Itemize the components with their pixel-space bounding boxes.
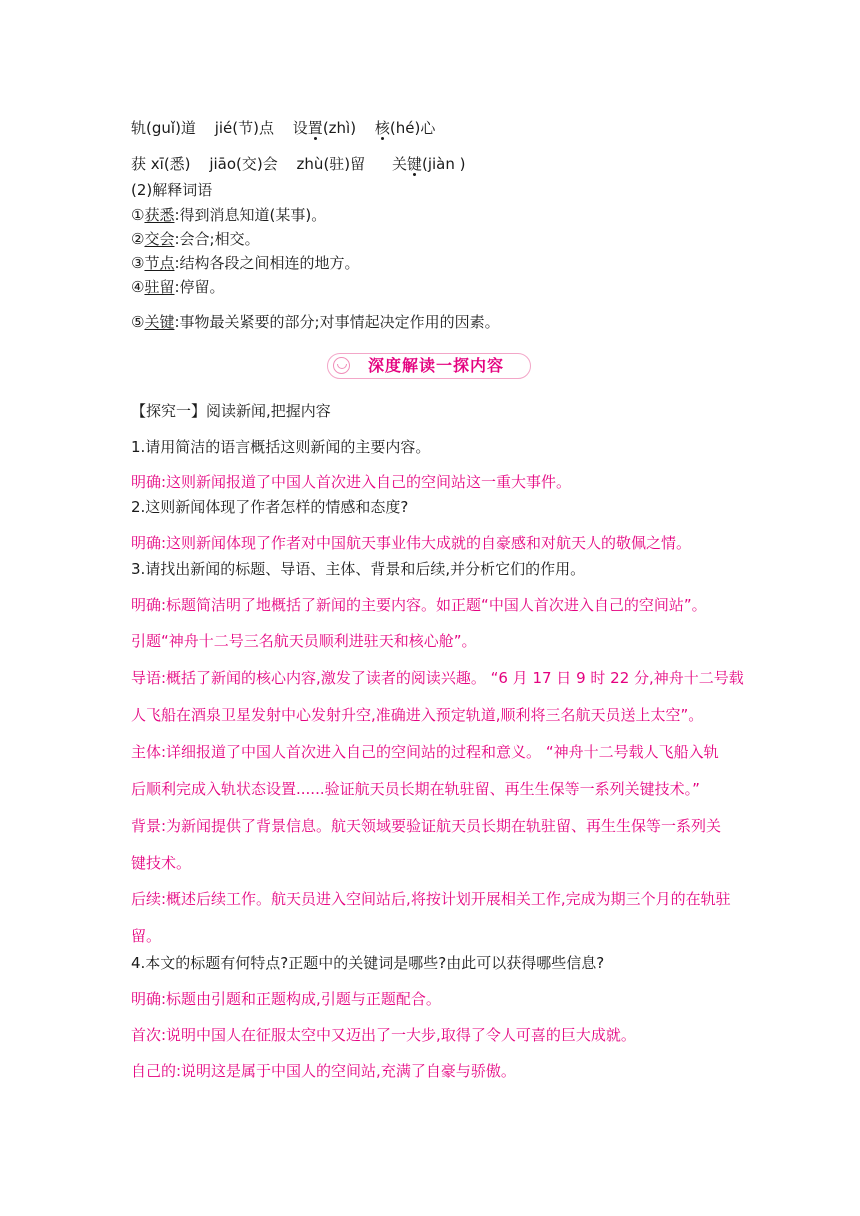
explain-item: ④驻留:停留。 <box>131 278 225 296</box>
pinyin-item: 轨(guǐ)道 <box>131 119 196 137</box>
explain-item: ⑤关键:事物最关紧要的部分;对事情起决定作用的因素。 <box>131 313 500 331</box>
pinyin-item: 核(hé)心 <box>374 119 436 137</box>
answer: 明确:标题由引题和正题构成,引题与正题配合。 <box>131 990 441 1008</box>
answer: 明确:标题简洁明了地概括了新闻的主要内容。如正题“中国人首次进入自己的空间站”。 <box>131 596 707 614</box>
pinyin-item: jié(节)点 <box>214 119 274 137</box>
section-banner <box>327 353 531 379</box>
answer: 人飞船在酒泉卫星发射中心发射升空,准确进入预定轨道,顺利将三名航天员送上太空”。 <box>131 706 704 724</box>
question: 1.请用简洁的语言概括这则新闻的主要内容。 <box>131 438 431 456</box>
answer: 首次:说明中国人在征服太空中又迈出了一大步,取得了令人可喜的巨大成就。 <box>131 1026 636 1044</box>
answer: 后续:概述后续工作。航天员进入空间站后,将按计划开展相关工作,完成为期三个月的在轨驻 <box>131 890 731 908</box>
answer: 主体:详细报道了中国人首次进入自己的空间站的过程和意义。 “神舟十二号载人飞船入轨 <box>131 743 719 761</box>
answer: 后顺利完成入轨状态设置......验证航天员长期在轨驻留、再生生保等一系列关键技术。” <box>131 780 700 798</box>
explain-term: 关键 <box>144 313 175 331</box>
question: 4.本文的标题有何特点?正题中的关键词是哪些?由此可以获得哪些信息? <box>131 954 605 972</box>
banner-title: 深度解读一探内容 <box>368 356 505 375</box>
hand-icon <box>333 357 350 374</box>
section-title: 【探究一】阅读新闻,把握内容 <box>131 402 331 420</box>
pinyin-item: jiāo(交)会 <box>209 155 278 173</box>
answer: 明确:这则新闻体现了作者对中国航天事业伟大成就的自豪感和对航天人的敬佩之情。 <box>131 534 692 552</box>
explain-item: ②交会:会合;相交。 <box>131 230 260 248</box>
answer: 明确:这则新闻报道了中国人首次进入自己的空间站这一重大事件。 <box>131 473 572 491</box>
explain-heading: (2)解释词语 <box>131 181 213 199</box>
answer: 留。 <box>131 927 162 945</box>
explain-term: 获悉 <box>144 206 175 224</box>
explain-term: 节点 <box>144 254 175 272</box>
answer: 导语:概括了新闻的核心内容,激发了读者的阅读兴趣。 “6 月 17 日 9 时 22 分,神舟十二号载 <box>131 669 744 687</box>
explain-item: ①获悉:得到消息知道(某事)。 <box>131 206 327 224</box>
answer: 引题“神舟十二号三名航天员顺利进驻天和核心舱”。 <box>131 632 477 650</box>
answer: 背景:为新闻提供了背景信息。航天领域要验证航天员长期在轨驻留、再生生保等一系列关 <box>131 817 722 835</box>
pinyin-item: 关键(jiàn ) <box>391 155 466 173</box>
answer: 自己的:说明这是属于中国人的空间站,充满了自豪与骄傲。 <box>131 1062 516 1080</box>
answer: 键技术。 <box>131 854 192 872</box>
pinyin-row-2 <box>131 154 466 174</box>
pinyin-item: 获 xī(悉) <box>131 155 191 173</box>
pinyin-item: zhù(驻)留 <box>296 155 366 173</box>
explain-term: 交会 <box>144 230 175 248</box>
question: 3.请找出新闻的标题、导语、主体、背景和后续,并分析它们的作用。 <box>131 560 586 578</box>
pinyin-row-1 <box>131 118 435 138</box>
pinyin-item: 设置(zhì) <box>292 119 357 137</box>
question: 2.这则新闻体现了作者怎样的情感和态度? <box>131 498 409 516</box>
explain-item: ③节点:结构各段之间相连的地方。 <box>131 254 360 272</box>
explain-term: 驻留 <box>144 278 175 296</box>
